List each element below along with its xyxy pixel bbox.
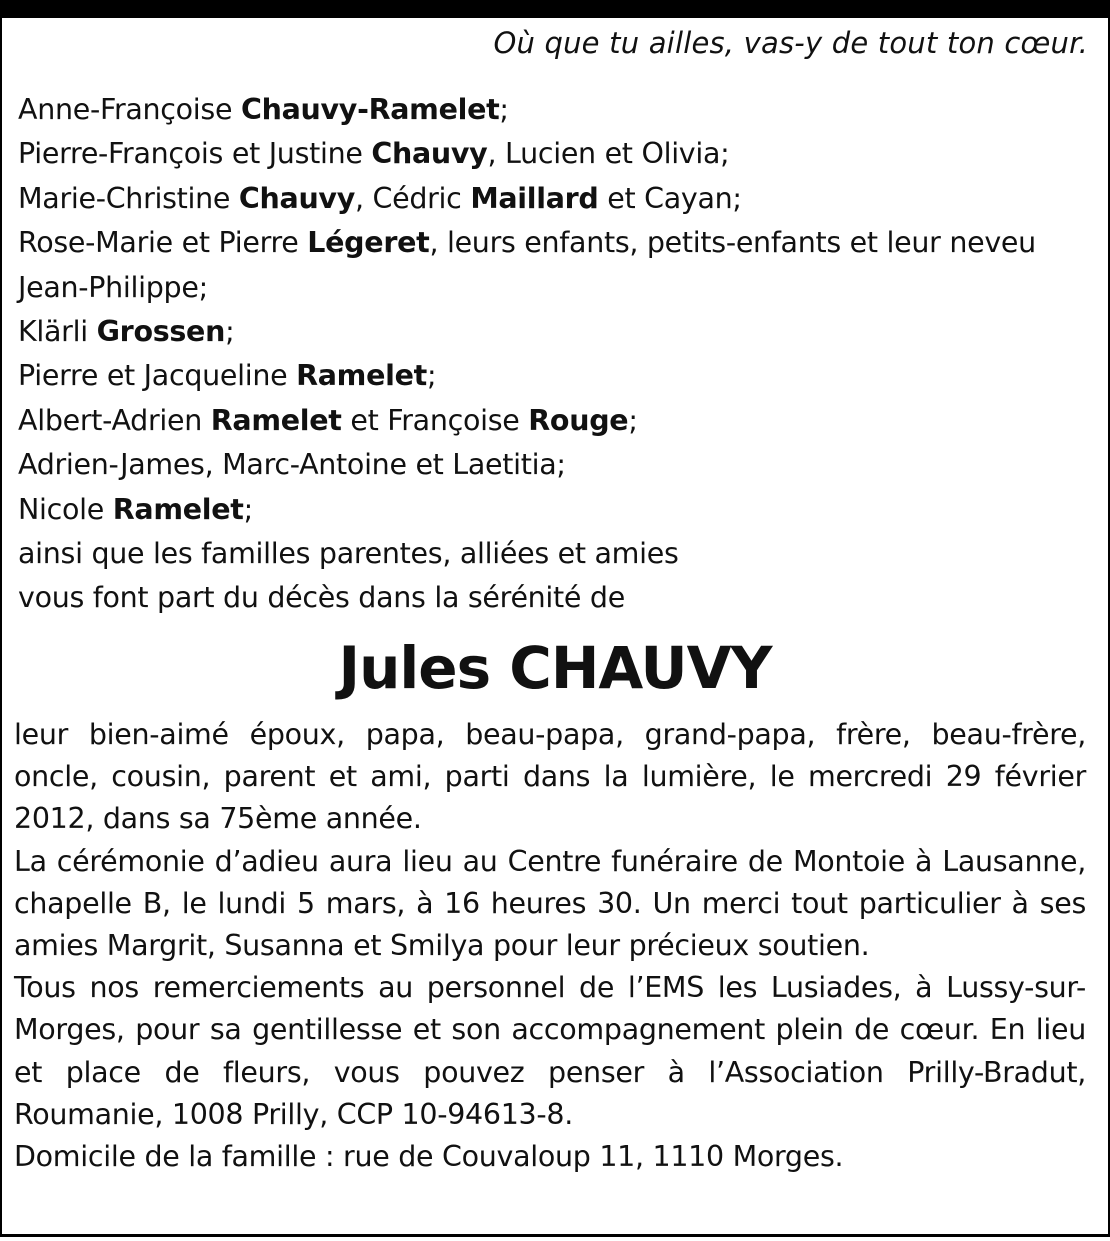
family-surname: Ramelet	[210, 403, 342, 437]
family-line	[18, 221, 1103, 265]
family-text: Marie-Christine	[18, 181, 239, 215]
family-text: et Cayan;	[598, 181, 742, 215]
family-surname: Maillard	[470, 181, 599, 215]
bottom-border-rule	[0, 1234, 1110, 1237]
family-surname: Grossen	[96, 314, 226, 348]
family-text: Jean-Philippe;	[18, 270, 208, 304]
family-text: vous font part du décès dans la sérénité de	[18, 581, 625, 615]
family-text: , Cédric	[355, 181, 471, 215]
family-line	[18, 354, 1103, 398]
family-text: Pierre-François et Justine	[18, 137, 372, 171]
family-line	[18, 310, 1103, 354]
family-text: Albert-Adrien	[18, 403, 211, 437]
top-border-rule	[0, 0, 1110, 18]
left-border-rule	[0, 18, 2, 1236]
family-text: ;	[225, 314, 235, 348]
family-surname: Rouge	[528, 403, 629, 437]
family-line	[18, 532, 1103, 576]
family-text: Pierre et Jacqueline	[18, 359, 297, 393]
family-line	[18, 266, 1103, 310]
family-text: ;	[499, 93, 509, 126]
family-surname: Ramelet	[296, 359, 427, 393]
family-text: Rose-Marie et Pierre	[18, 226, 308, 260]
family-text: , leurs enfants, petits-enfants et leur neveu	[429, 226, 1036, 260]
family-text: ;	[628, 403, 638, 437]
family-address: Domicile de la famille : rue de Couvaloup 11, 1110 Morges.	[14, 1140, 844, 1174]
family-line	[18, 576, 1103, 620]
family-text: Nicole	[18, 492, 113, 526]
family-text: Klärli	[18, 314, 97, 348]
thanks-paragraph: Tous nos remerciements au personnel de l’EMS les Lusiades, à Lussy-sur-Morges, pour sa gentillesse et son accompagnement plein de cœur. En lieu et place de fleurs, vous pouvez penser à l’Association Prilly-Bradut, Roumanie, 1008 Prilly, CCP 10-94613-8.	[14, 971, 1086, 1131]
family-surname: Chauvy	[238, 181, 355, 215]
family-text: et Françoise	[341, 403, 529, 437]
family-line	[18, 132, 1103, 176]
family-line	[18, 443, 1103, 487]
family-text: ;	[243, 492, 253, 526]
deceased-name: Jules CHAUVY	[338, 634, 772, 702]
family-list	[18, 88, 1103, 621]
family-text: , Lucien et Olivia;	[487, 137, 730, 171]
family-surname: Ramelet	[112, 492, 244, 526]
epigraph: Où que tu ailles, vas-y de tout ton cœur.	[493, 26, 1088, 60]
notice-body	[14, 714, 1086, 1178]
family-text: ainsi que les familles parentes, alliées et amies	[18, 536, 679, 570]
family-surname: Chauvy-Ramelet	[240, 93, 500, 126]
family-text: Adrien-James, Marc-Antoine et Laetitia;	[18, 448, 566, 482]
family-text: ;	[426, 359, 437, 393]
tribute-paragraph: leur bien-aimé époux, papa, beau-papa, grand-papa, frère, beau-frère, oncle, cousin, parent et ami, parti dans la lumière, le mercredi 29 février 2012, dans sa 75ème année.	[14, 718, 1086, 836]
family-text: Anne-Françoise	[18, 93, 241, 126]
family-line	[18, 88, 1103, 132]
ceremony-paragraph: La cérémonie d’adieu aura lieu au Centre funéraire de Montoie à Lausanne, chapelle B, le lundi 5 mars, à 16 heures 30. Un merci tout particulier à ses amies Margrit, Susanna et Smilya pour leur précieux soutien.	[14, 844, 1086, 963]
family-line	[18, 399, 1103, 443]
family-line	[18, 488, 1103, 532]
family-surname: Légeret	[307, 226, 430, 260]
family-line	[18, 177, 1103, 221]
family-surname: Chauvy	[371, 137, 488, 171]
